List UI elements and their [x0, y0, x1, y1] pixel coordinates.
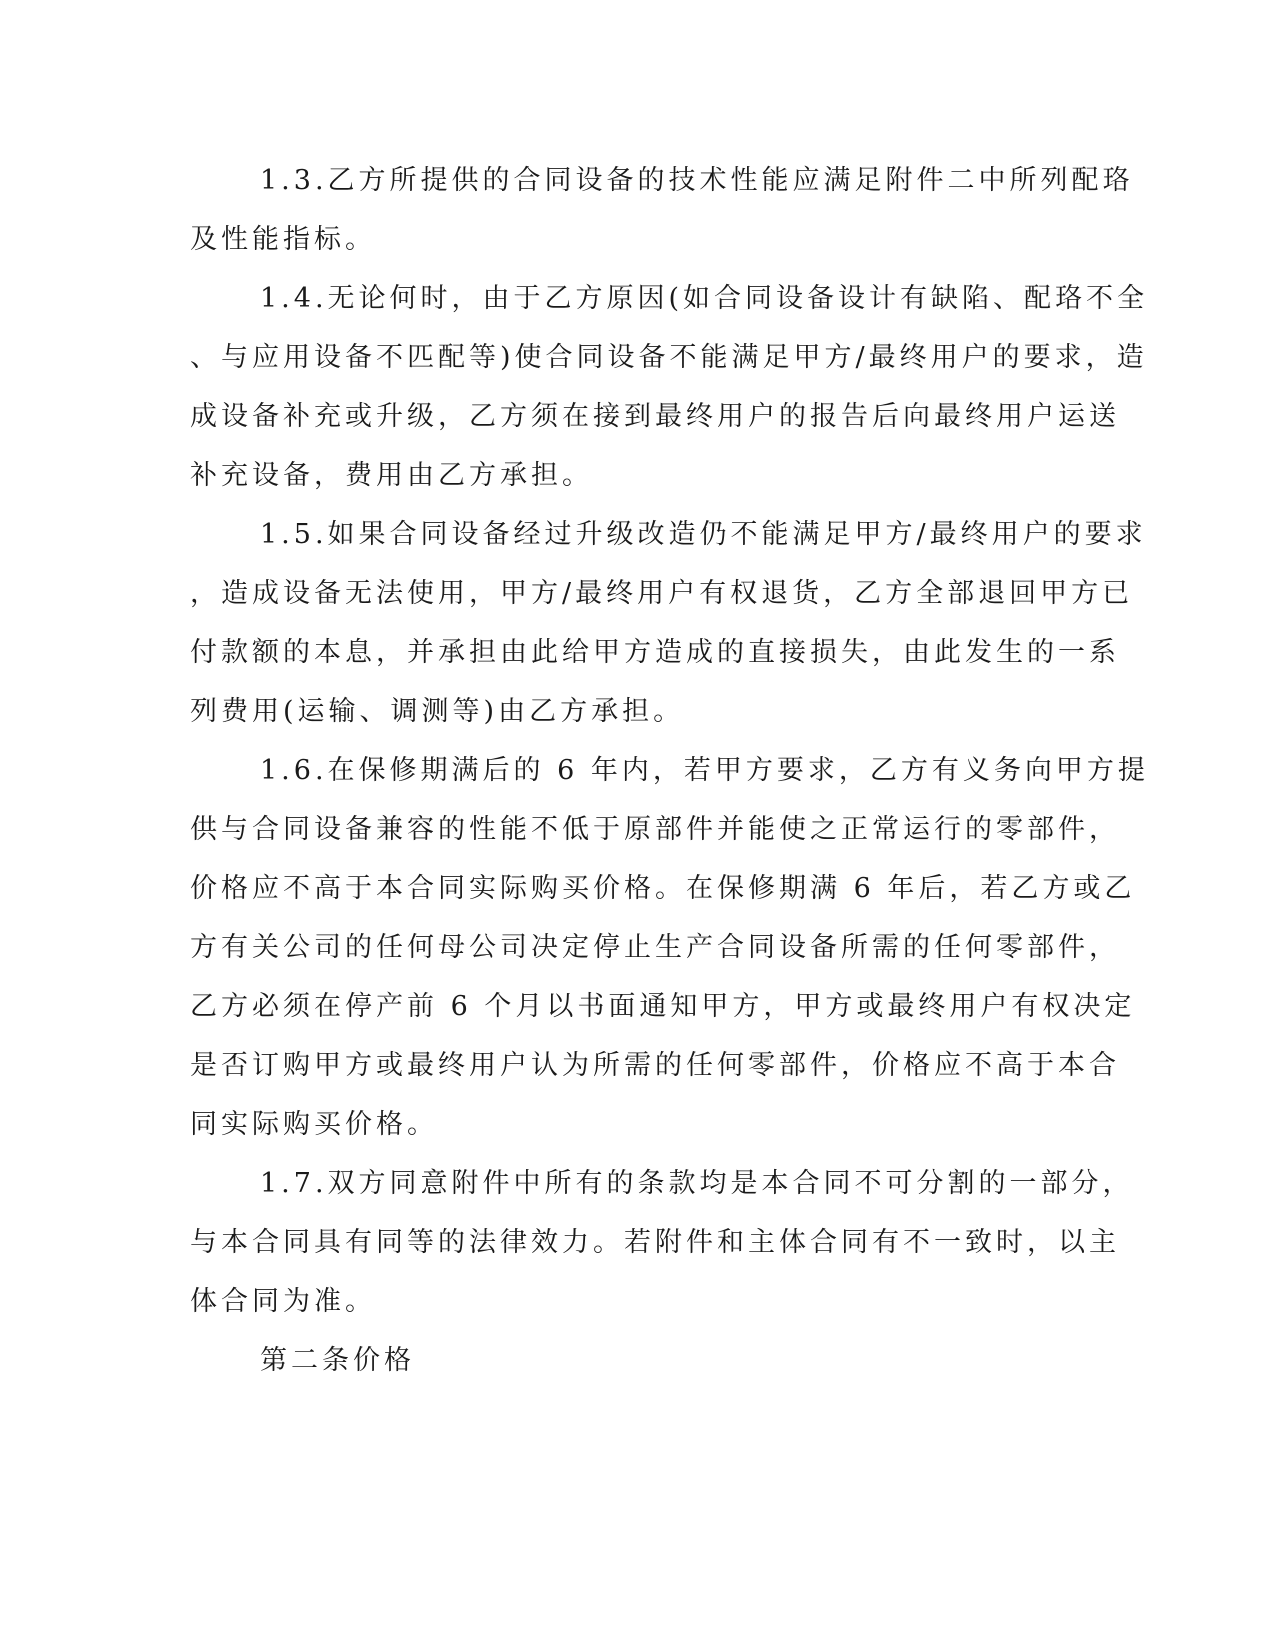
clause-1-4-line-4: 补充设备，费用由乙方承担。	[190, 460, 593, 491]
clause-1-3-line-2: 及性能指标。	[190, 224, 376, 255]
clause-1-5-line-1: 1.5.如果合同设备经过升级改造仍不能满足甲方/最终用户的要求	[260, 519, 1147, 550]
clause-1-6-line-4: 方有关公司的任何母公司决定停止生产合同设备所需的任何零部件，	[190, 932, 1120, 963]
clause-1-7-line-2: 与本合同具有同等的法律效力。若附件和主体合同有不一致时，以主	[190, 1227, 1120, 1258]
clause-1-6-line-6: 是否订购甲方或最终用户认为所需的任何零部件，价格应不高于本合	[190, 1050, 1120, 1081]
clause-1-6-line-5: 乙方必须在停产前 6 个月以书面通知甲方，甲方或最终用户有权决定	[190, 991, 1136, 1022]
clause-1-5-line-3: 付款额的本息，并承担由此给甲方造成的直接损失，由此发生的一系	[190, 637, 1120, 668]
clause-1-6-line-1: 1.6.在保修期满后的 6 年内，若甲方要求，乙方有义务向甲方提	[260, 755, 1149, 786]
clause-1-7-line-3: 体合同为准。	[190, 1286, 376, 1317]
clause-1-6-line-7: 同实际购买价格。	[190, 1109, 438, 1140]
clause-1-4-line-1: 1.4.无论何时，由于乙方原因(如合同设备设计有缺陷、配珞不全	[260, 283, 1149, 314]
clause-1-5-line-4: 列费用(运输、调测等)由乙方承担。	[190, 696, 685, 727]
section-heading-article-2: 第二条价格	[260, 1345, 415, 1376]
clause-1-6-line-2: 供与合同设备兼容的性能不低于原部件并能使之正常运行的零部件，	[190, 814, 1120, 845]
clause-1-4-line-2: 、与应用设备不匹配等)使合同设备不能满足甲方/最终用户的要求，造	[190, 342, 1148, 373]
clause-1-4-line-3: 成设备补充或升级，乙方须在接到最终用户的报告后向最终用户运送	[190, 401, 1120, 432]
clause-1-5-line-2: ，造成设备无法使用，甲方/最终用户有权退货，乙方全部退回甲方已	[190, 578, 1134, 609]
clause-1-6-line-3: 价格应不高于本合同实际购买价格。在保修期满 6 年后，若乙方或乙	[190, 873, 1136, 904]
clause-1-7-line-1: 1.7.双方同意附件中所有的条款均是本合同不可分割的一部分，	[260, 1168, 1134, 1199]
clause-1-3-line-1: 1.3.乙方所提供的合同设备的技术性能应满足附件二中所列配珞	[260, 165, 1134, 196]
